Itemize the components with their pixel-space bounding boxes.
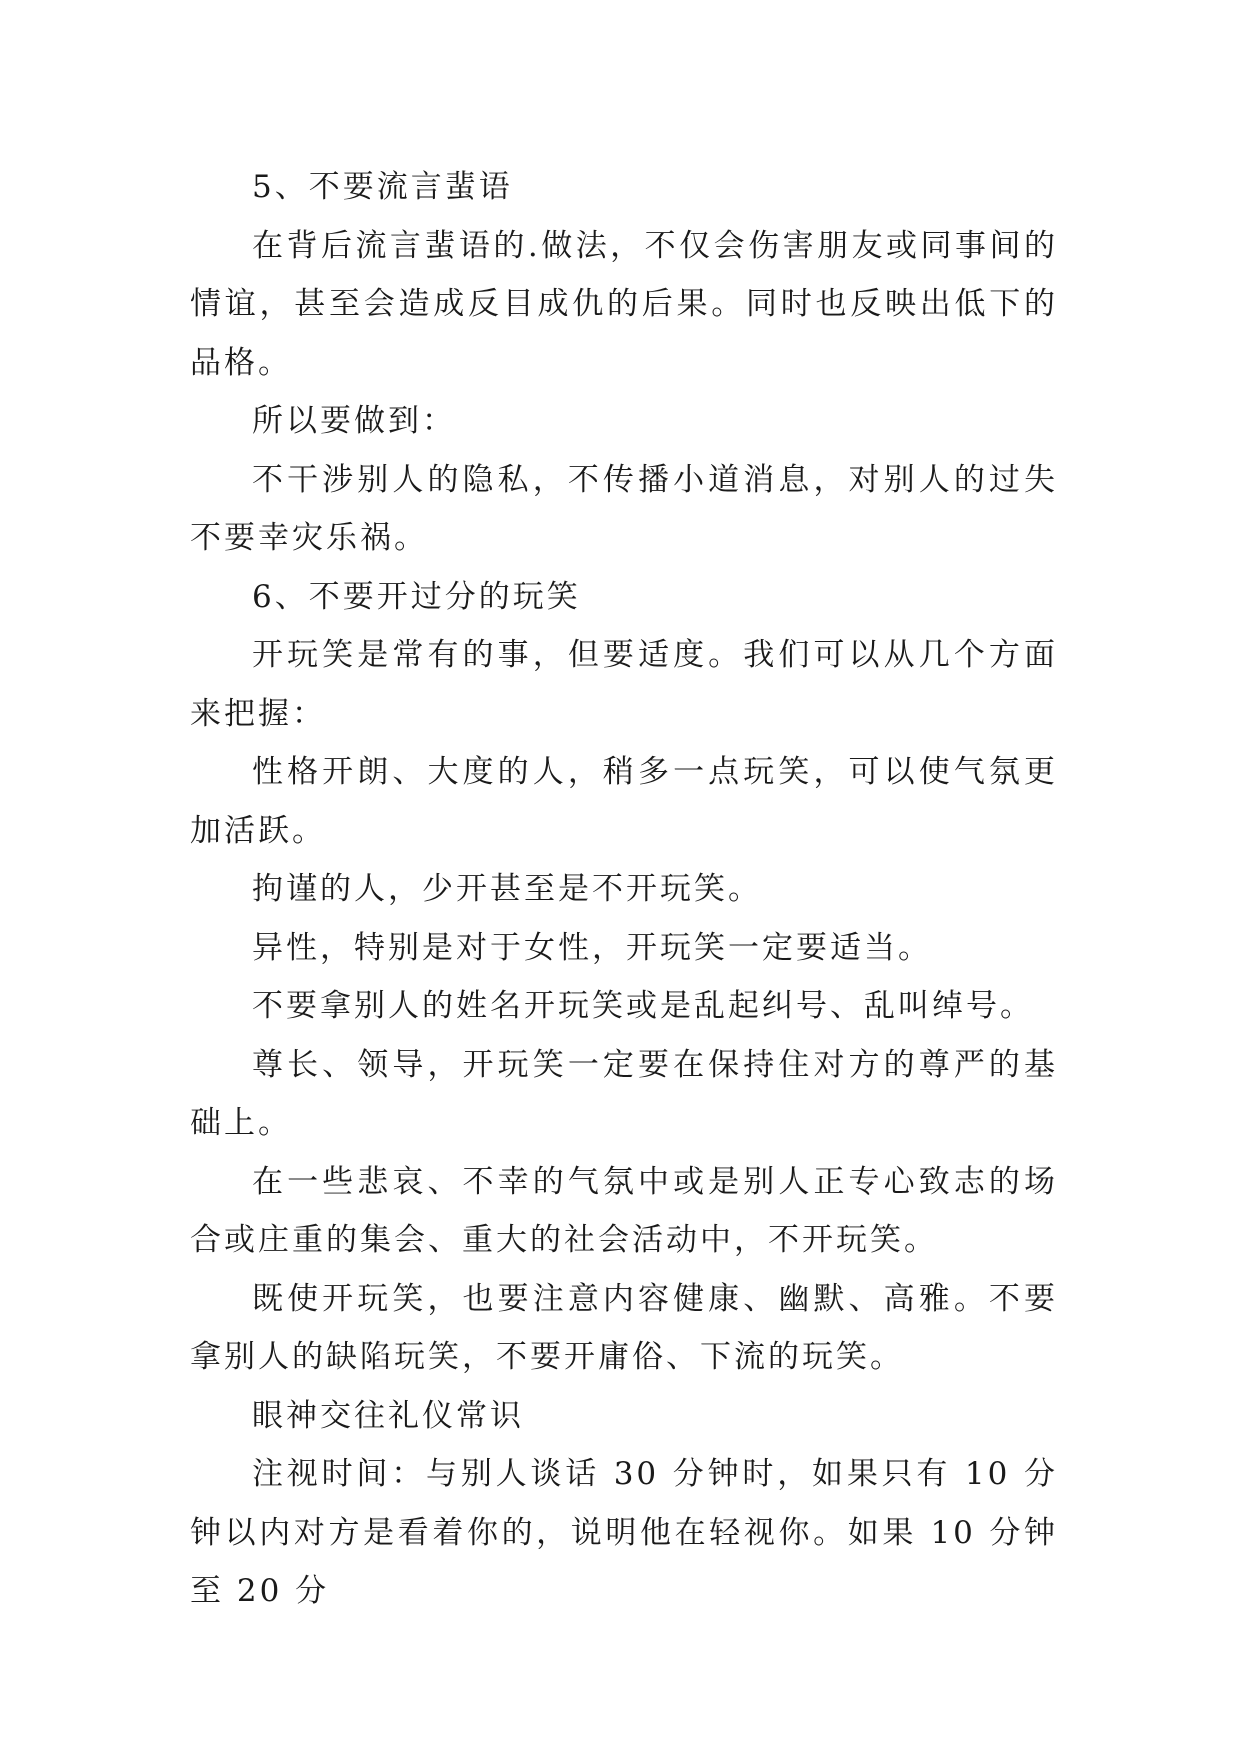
paragraph: 在一些悲哀、不幸的气氛中或是别人正专心致志的场合或庄重的集会、重大的社会活动中，不开玩笑。	[190, 1163, 1058, 1258]
paragraph: 不要拿别人的姓名开玩笑或是乱起纠号、乱叫绰号。	[252, 988, 1034, 1024]
paragraph: 不干涉别人的隐私，不传播小道消息，对别人的过失不要幸灾乐祸。	[190, 461, 1058, 556]
paragraph: 尊长、领导，开玩笑一定要在保持住对方的尊严的基础上。	[190, 1046, 1058, 1141]
paragraph: 注视时间：与别人谈话 30 分钟时，如果只有 10 分钟以内对方是看着你的，说明他在轻视你。如果 10 分钟至 20 分	[190, 1456, 1058, 1609]
paragraph: 拘谨的人，少开甚至是不开玩笑。	[252, 871, 762, 907]
section-heading-eye-contact: 眼神交往礼仪常识	[252, 1397, 524, 1434]
paragraph: 性格开朗、大度的人，稍多一点玩笑，可以使气氛更加活跃。	[190, 754, 1058, 849]
paragraph: 开玩笑是常有的事，但要适度。我们可以从几个方面来把握：	[190, 637, 1058, 732]
section-heading-5: 5、不要流言蜚语	[252, 169, 513, 205]
paragraph: 所以要做到：	[252, 403, 456, 439]
section-heading-6: 6、不要开过分的玩笑	[252, 578, 581, 615]
paragraph: 在背后流言蜚语的.做法，不仅会伤害朋友或同事间的情谊，甚至会造成反目成仇的后果。同时也反映出低下的品格。	[190, 227, 1058, 381]
document-page	[190, 158, 1058, 1621]
paragraph: 既使开玩笑，也要注意内容健康、幽默、高雅。不要拿别人的缺陷玩笑，不要开庸俗、下流的玩笑。	[190, 1280, 1058, 1375]
paragraph: 异性，特别是对于女性，开玩笑一定要适当。	[252, 929, 932, 966]
